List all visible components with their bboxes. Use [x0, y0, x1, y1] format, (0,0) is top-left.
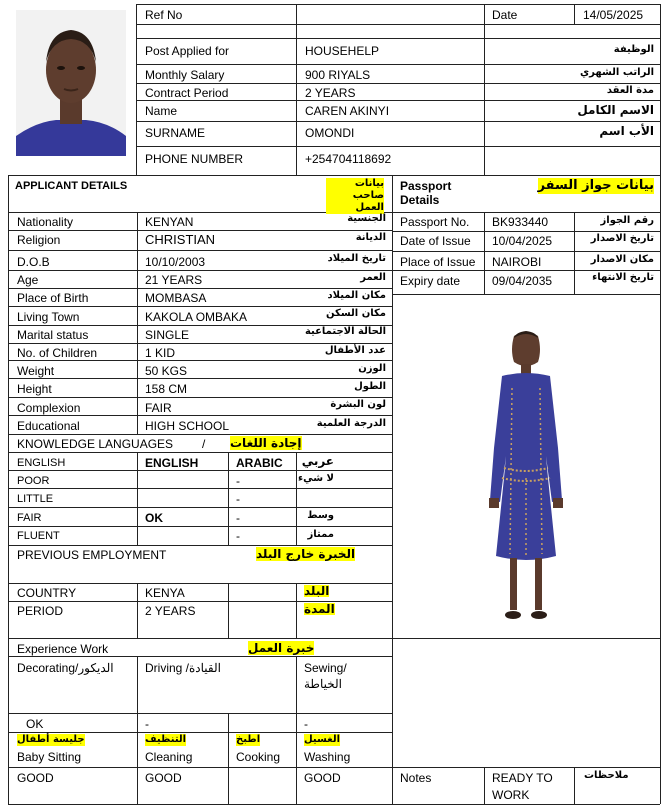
lang-poor-label: POOR [17, 475, 50, 487]
passport-no-value: BK933440 [492, 215, 549, 229]
salary-ar: الراتب الشهري [580, 67, 654, 78]
religion-ar: الديانة [355, 232, 386, 243]
surname-label: SURNAME [145, 126, 206, 140]
cleaning-label: Cleaning [145, 750, 193, 764]
children-ar: عدد الأطفال [324, 345, 386, 356]
living-town-value: KAKOLA OMBAKA [145, 310, 248, 324]
issue-date-value: 10/04/2025 [492, 234, 553, 248]
lang-header-arabic: ARABIC [236, 456, 283, 470]
issue-place-value: NAIROBI [492, 255, 542, 269]
cleaning-ar: التنظيف [145, 734, 187, 745]
date-value: 14/05/2025 [583, 8, 644, 22]
country-ar: البلد [304, 584, 330, 598]
age-label: Age [17, 273, 39, 287]
experience-title: Experience Work [17, 642, 109, 656]
name-value: CAREN AKINYI [305, 104, 390, 118]
post-applied-ar: الوظيفة [613, 44, 654, 55]
languages-slash: / [202, 437, 206, 451]
complexion-label: Complexion [17, 401, 81, 415]
height-label: Height [17, 382, 52, 396]
washing-level: GOOD [304, 771, 341, 785]
washing-label: Washing [304, 750, 351, 764]
surname-ar: الأب اسم [599, 124, 654, 138]
name-label: Name [145, 104, 178, 118]
weight-value: 50 KGS [145, 364, 188, 378]
lang-fair-ar: وسط [307, 510, 334, 521]
religion-label: Religion [17, 233, 61, 247]
lang-fluent-arabic: - [236, 529, 240, 543]
living-town-label: Living Town [17, 310, 80, 324]
applicant-full-body-photo [466, 328, 586, 646]
passport-no-ar: رقم الجواز [600, 215, 654, 226]
marital-ar: الحالة الاجتماعية [304, 326, 386, 337]
lang-poor-arabic: - [236, 474, 240, 488]
post-applied-label: Post Applied for [145, 44, 230, 58]
birthplace-value: MOMBASA [145, 291, 207, 305]
driving-level: - [145, 717, 149, 731]
age-value: 21 YEARS [145, 273, 203, 287]
marital-value: SINGLE [145, 328, 190, 342]
birthplace-label: Place of Birth [17, 291, 89, 305]
cooking-label: Cooking [236, 750, 281, 764]
religion-value: CHRISTIAN [145, 232, 216, 247]
lang-header-ar: عربي [301, 454, 334, 468]
living-town-ar: مكان السكن [326, 308, 386, 319]
lang-header-english: ENGLISH [145, 456, 199, 470]
sewing-label: Sewing/ [304, 661, 347, 675]
applicant-details-title-ar: بيانات صاحب العمل [326, 178, 384, 214]
phone-value: +254704118692 [305, 152, 392, 166]
expiry-value: 09/04/2035 [492, 274, 553, 288]
sewing-label-ar: الخياطة [304, 677, 342, 691]
languages-title: KNOWLEDGE LANGUAGES [17, 437, 174, 451]
complexion-ar: لون البشرة [330, 399, 386, 410]
lang-fluent-ar: ممتاز [307, 529, 334, 540]
applicant-portrait-photo [16, 10, 126, 156]
name-ar: الاسم الكامل [577, 103, 654, 117]
lang-fair-label: FAIR [17, 512, 42, 524]
cooking-ar: اطبخ [236, 734, 261, 745]
salary-label: Monthly Salary [145, 68, 225, 82]
children-value: 1 KID [145, 346, 176, 360]
lang-fair-arabic: - [236, 511, 240, 525]
nationality-ar: الجنسية [347, 213, 386, 224]
sewing-level: - [304, 717, 308, 731]
dob-label: D.O.B [17, 255, 50, 269]
lang-header-label: ENGLISH [17, 457, 66, 469]
passport-details-title: Passport Details [400, 179, 452, 207]
salary-value: 900 RIYALS [305, 68, 371, 82]
experience-title-ar: خبرة العمل [248, 641, 315, 655]
weight-ar: الوزن [358, 363, 386, 374]
weight-label: Weight [17, 364, 55, 378]
contract-label: Contract Period [145, 86, 229, 100]
education-ar: الدرجة العلمية [316, 418, 386, 429]
washing-ar: الغسيل [304, 734, 341, 745]
surname-value: OMONDI [305, 126, 355, 140]
driving-label: Driving /القيادة [145, 661, 221, 675]
nationality-label: Nationality [17, 215, 74, 229]
notes-value: READY TO [492, 771, 553, 785]
baby-sitting-ar: جليسة أطفال [17, 734, 85, 745]
dob-ar: تاريخ الميلاد [327, 253, 386, 264]
phone-label: PHONE NUMBER [145, 152, 244, 166]
decorating-level: OK [26, 717, 44, 731]
nationality-value: KENYAN [145, 215, 194, 229]
height-ar: الطول [354, 381, 386, 392]
passport-details-title-ar: بيانات جواز السفر [537, 178, 654, 193]
lang-little-arabic: - [236, 492, 240, 506]
date-label: Date [492, 8, 518, 22]
children-label: No. of Children [17, 346, 98, 360]
notes-label: Notes [400, 771, 432, 785]
dob-value: 10/10/2003 [145, 255, 206, 269]
decorating-label: Decorating/الديكور [17, 661, 114, 675]
education-label: Educational [17, 419, 80, 433]
expiry-ar: تاريخ الانتهاء [592, 272, 654, 283]
notes-ar: ملاحظات [584, 770, 629, 781]
country-value: KENYA [145, 586, 185, 600]
previous-employment-title: PREVIOUS EMPLOYMENT [17, 548, 167, 562]
birthplace-ar: مكان الميلاد [327, 290, 386, 301]
lang-little-label: LITTLE [17, 493, 54, 505]
lang-fluent-label: FLUENT [17, 530, 60, 542]
lang-fair-english: OK [145, 511, 163, 525]
lang-poor-ar: لا شيء [298, 473, 334, 484]
post-applied-value: HOUSEHELP [305, 44, 380, 58]
passport-no-label: Passport No. [400, 215, 470, 229]
expiry-label: Expiry date [400, 274, 461, 288]
languages-title-ar: إجادة اللغات [230, 436, 302, 450]
cleaning-level: GOOD [145, 771, 182, 785]
age-ar: العمر [360, 272, 386, 283]
complexion-value: FAIR [145, 401, 172, 415]
height-value: 158 CM [145, 382, 188, 396]
issue-place-ar: مكان الاصدار [590, 254, 654, 265]
issue-date-ar: تاريخ الاصدار [590, 233, 654, 244]
period-ar: المدة [304, 602, 335, 616]
issue-place-label: Place of Issue [400, 255, 476, 269]
notes-value-line2: WORK [492, 788, 530, 802]
baby-sitting-label: Baby Sitting [17, 750, 82, 764]
country-label: COUNTRY [17, 586, 77, 600]
previous-employment-title-ar: الخبرة خارج البلد [256, 547, 356, 561]
applicant-details-title: APPLICANT DETAILS [15, 180, 128, 192]
baby-sitting-level: GOOD [17, 771, 54, 785]
contract-value: 2 YEARS [305, 86, 356, 100]
marital-label: Marital status [17, 328, 89, 342]
period-value: 2 YEARS [145, 604, 196, 618]
education-value: HIGH SCHOOL [145, 419, 230, 433]
ref-no-label: Ref No [145, 8, 183, 22]
contract-ar: مدة العقد [606, 85, 654, 96]
period-label: PERIOD [17, 604, 64, 618]
issue-date-label: Date of Issue [400, 234, 471, 248]
